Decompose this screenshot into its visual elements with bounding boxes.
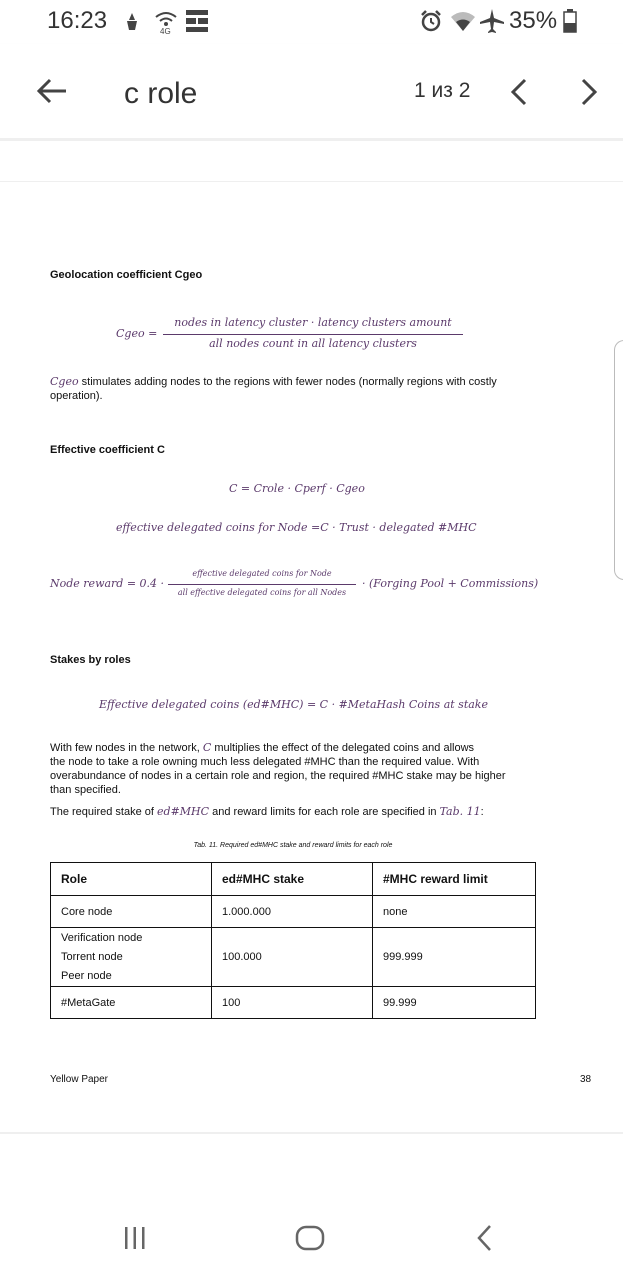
system-navigation-bar (0, 1160, 623, 1280)
reward-formula-denominator: all effective delegated coins for all Nodes (177, 588, 347, 597)
back-icon[interactable] (474, 1224, 494, 1252)
roles-table (50, 862, 536, 1019)
table-cell-stake: 100.000 (212, 928, 373, 987)
table-cell-limit: 999.999 (373, 928, 536, 987)
para1-text-4: than specified. (50, 784, 121, 796)
table-row (51, 896, 536, 928)
page-footer-title: Yellow Paper (50, 1074, 109, 1085)
table-cell-role: Core node (51, 896, 212, 928)
cgeo-note-text-1: stimulates adding nodes to the regions with fewer nodes (normally regions with costly (78, 376, 497, 388)
para1-text-1a: With few nodes in the network, (50, 742, 203, 754)
para2-var: ed#MHC (157, 805, 210, 818)
reward-formula-rhs: · (Forging Pool + Commissions) (362, 577, 539, 590)
table-cell-stake: 100 (212, 987, 373, 1019)
table-caption: Tab. 11. Required ed#MHC stake and reward limits for each role (193, 842, 393, 849)
recent-apps-icon[interactable] (121, 1224, 149, 1252)
table-cell-role (51, 928, 212, 987)
para2-ref: Tab. 11 (439, 805, 481, 818)
match-counter: 1 из 2 (414, 79, 471, 102)
battery-icon (563, 9, 577, 33)
airplane-icon (479, 8, 505, 34)
home-icon[interactable] (294, 1224, 326, 1252)
para2-text-a: The required stake of (50, 806, 158, 818)
table-row (51, 987, 536, 1019)
wifi-4g-icon (153, 9, 179, 35)
status-bar (0, 0, 623, 44)
section-heading-effective-coefficient: Effective coefficient C (50, 444, 165, 456)
wifi-icon (449, 9, 477, 33)
back-arrow-icon[interactable] (36, 77, 68, 105)
delegated-coins-formula: effective delegated coins for Node =C · Trust · delegated #MHC (116, 521, 477, 534)
find-in-page-bar (0, 44, 623, 138)
table-reference-paragraph (50, 805, 540, 819)
role-line: Torrent node (61, 950, 123, 963)
reward-formula-lhs: Node reward = 0.4 · (50, 577, 165, 590)
table-header-limit: #MHC reward limit (373, 863, 536, 896)
para2-text-c: : (480, 806, 484, 818)
section-heading-geolocation: Geolocation coefficient Cgeo (50, 269, 203, 281)
table-header-stake: ed#MHC stake (212, 863, 373, 896)
cgeo-note (50, 375, 550, 403)
stake-formula: Effective delegated coins (ed#MHC) = C · #MetaHash Coins at stake (99, 698, 488, 711)
para1-text-3: overabundance of nodes in a certain role and region, the required #MHC stake may be higher (50, 770, 506, 782)
role-line: Verification node (61, 931, 143, 944)
fast-scroll-handle[interactable] (614, 340, 623, 580)
reward-fraction-line (168, 584, 356, 585)
cgeo-fraction-line (163, 334, 463, 335)
previous-page-edge (0, 141, 623, 181)
status-time: 16:23 (47, 7, 108, 34)
cgeo-formula-denominator: all nodes count in all latency clusters (209, 337, 417, 350)
battery-percent: 35% (509, 7, 558, 34)
stakes-paragraph (50, 741, 540, 797)
para1-text-2: the node to take a role owning much less delegated #MHC than the required value. With (50, 756, 480, 768)
cgeo-note-text-2: operation). (50, 390, 103, 402)
table-header-row (51, 863, 536, 896)
para1-var-c: C (202, 741, 212, 754)
table-header-role: Role (51, 863, 212, 896)
table-cell-limit: none (373, 896, 536, 928)
cgeo-var: Cgeo (50, 375, 79, 388)
alarm-icon (419, 9, 443, 33)
notification-icon (121, 11, 143, 33)
c-formula: C = Crole · Cperf · Cgeo (229, 482, 365, 495)
table-cell-role: #MetaGate (51, 987, 212, 1019)
next-page-edge (0, 1134, 623, 1160)
prev-match-icon[interactable] (509, 77, 529, 107)
table-row (51, 928, 536, 987)
reward-formula-numerator: effective delegated coins for Node (192, 569, 332, 578)
page-number: 38 (580, 1074, 592, 1085)
para2-text-b: and reward limits for each role are specified in (209, 806, 440, 818)
table-cell-stake: 1.000.000 (212, 896, 373, 928)
para1-text-1b: multiplies the effect of the delegated coins and allows (211, 742, 475, 754)
table-cell-limit: 99.999 (373, 987, 536, 1019)
search-query[interactable]: c role (124, 77, 198, 110)
section-heading-stakes: Stakes by roles (50, 654, 131, 666)
grid-app-icon (185, 9, 209, 33)
role-line: Peer node (61, 969, 112, 982)
cgeo-formula-numerator: nodes in latency cluster · latency clusters amount (174, 316, 452, 329)
cgeo-formula-lhs: Cgeo = (116, 327, 158, 340)
svg-text:4G: 4G (160, 27, 171, 35)
next-match-icon[interactable] (579, 77, 599, 107)
